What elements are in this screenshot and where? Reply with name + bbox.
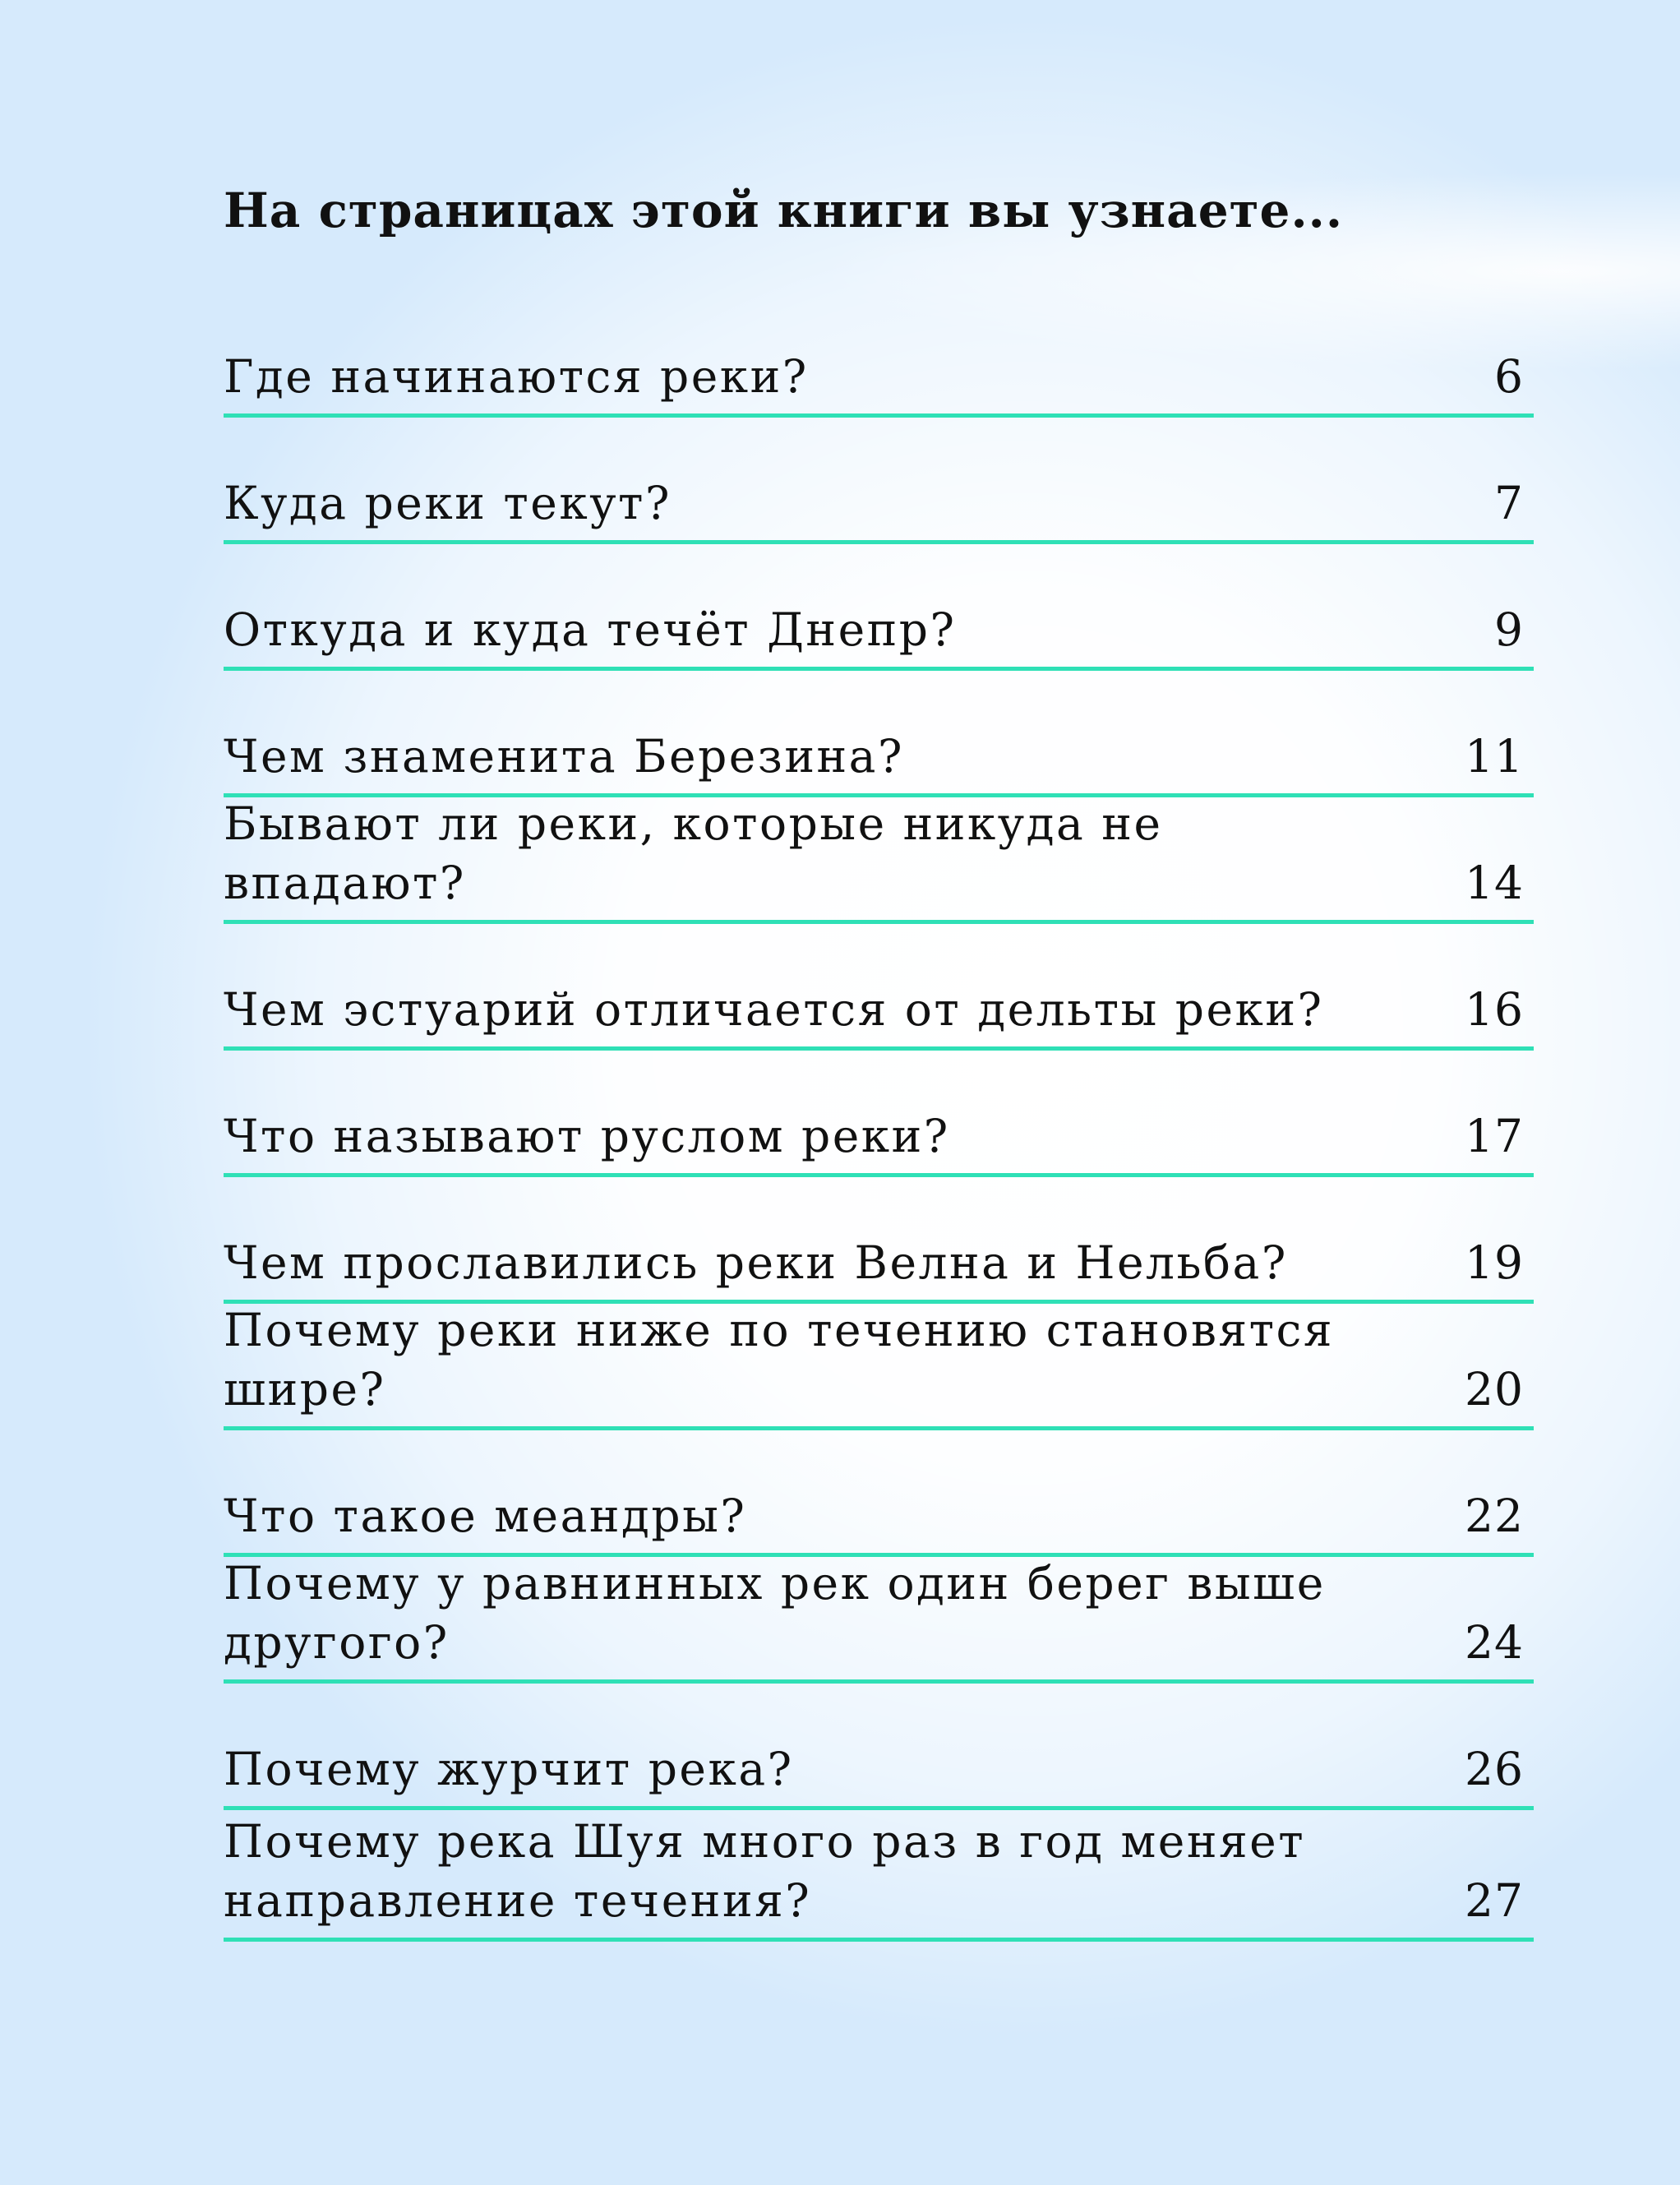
toc-entry-page: 7 <box>1494 477 1524 529</box>
toc-entry-page: 27 <box>1465 1874 1524 1927</box>
toc-entry[interactable] <box>224 1557 1534 1684</box>
toc-entry-title: Куда реки текут? <box>224 477 672 529</box>
toc-entry[interactable] <box>224 603 1534 671</box>
toc-entry[interactable] <box>224 350 1534 418</box>
toc-entry[interactable] <box>224 1110 1534 1177</box>
toc-entry-page: 20 <box>1465 1363 1524 1416</box>
toc-entry-title: Что называют руслом реки? <box>224 1110 950 1162</box>
toc-entry[interactable] <box>224 1810 1534 1942</box>
toc-entry[interactable] <box>224 1236 1534 1304</box>
toc-entry-title: Чем эстуарий отличается от дельты реки? <box>224 983 1324 1036</box>
toc-entry[interactable] <box>224 1490 1534 1557</box>
toc-entry[interactable] <box>224 983 1534 1051</box>
toc-entry-page: 26 <box>1465 1743 1524 1795</box>
toc-entry-page: 19 <box>1465 1236 1524 1289</box>
toc-entry[interactable] <box>224 477 1534 544</box>
toc-entry-title: Почему у равнинных рек один берег выше другого? <box>224 1557 1326 1669</box>
toc-entry-page: 14 <box>1465 857 1524 909</box>
toc-entry-title: Почему река Шуя много раз в год меняет направление течения? <box>224 1815 1306 1927</box>
toc-entry-page: 6 <box>1494 350 1524 403</box>
toc-entry-page: 24 <box>1465 1616 1524 1669</box>
toc-entry[interactable] <box>224 1743 1534 1810</box>
toc-entry[interactable] <box>224 1304 1534 1430</box>
toc-entry-page: 16 <box>1465 983 1524 1036</box>
toc-entry-title: Почему журчит река? <box>224 1743 794 1795</box>
toc-entry-title: Откуда и куда течёт Днепр? <box>224 603 957 656</box>
toc-entry-title: Чем знаменита Березина? <box>224 730 904 783</box>
toc-entry-title: Бывают ли реки, которые никуда не впадают? <box>224 797 1163 909</box>
toc-entry-title: Где начинаются реки? <box>224 350 809 403</box>
toc-entry[interactable] <box>224 730 1534 797</box>
toc-entry-page: 9 <box>1494 603 1524 656</box>
toc-entry[interactable] <box>224 797 1534 924</box>
toc-entry-page: 11 <box>1465 730 1524 783</box>
toc-entry-title: Что такое меандры? <box>224 1490 747 1542</box>
toc-entry-page: 22 <box>1465 1490 1524 1542</box>
toc-entry-title: Почему реки ниже по течению становятся шире? <box>224 1304 1335 1416</box>
toc-entry-page: 17 <box>1465 1110 1524 1162</box>
toc-entry-title: Чем прославились реки Велна и Нельба? <box>224 1236 1288 1289</box>
page-heading: На страницах этой книги вы узнаете... <box>224 182 1344 238</box>
